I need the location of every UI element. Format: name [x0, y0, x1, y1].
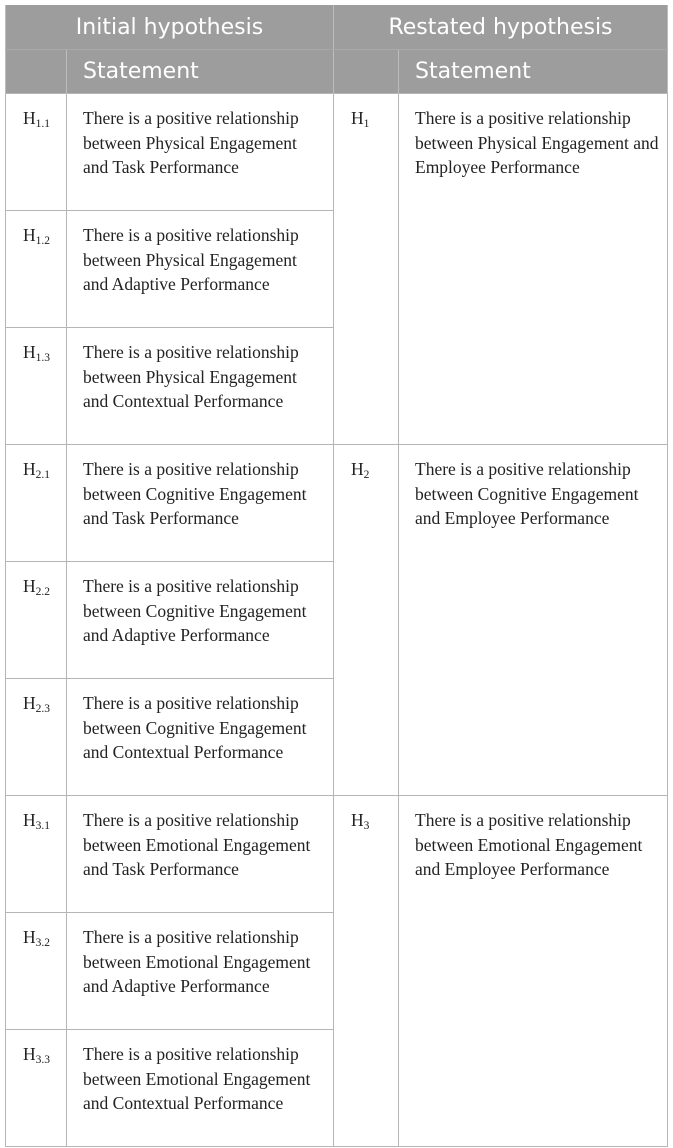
- restated-hypothesis-statement: There is a positive relationship between Physical Engagement and Employee Performance: [399, 94, 668, 445]
- hypothesis-subscript: 3.1: [35, 820, 51, 832]
- restated-hypothesis-id: [334, 445, 399, 796]
- hypothesis-subscript: 3: [363, 820, 370, 832]
- hypothesis-letter: H: [351, 459, 364, 479]
- initial-hypothesis-id: [6, 328, 67, 445]
- hypothesis-letter: H: [23, 576, 36, 596]
- restated-hypothesis-statement: There is a positive relationship between Cognitive Engagement and Employee Performance: [399, 445, 668, 796]
- initial-hypothesis-statement: There is a positive relationship between Physical Engagement and Contextual Performance: [67, 328, 334, 445]
- initial-hypothesis-id: [6, 445, 67, 562]
- initial-id-header: [6, 50, 67, 94]
- initial-hypothesis-statement: There is a positive relationship between Emotional Engagement and Task Performance: [67, 796, 334, 913]
- hypothesis-subscript: 3.2: [35, 937, 51, 949]
- hypothesis-table-container: [5, 5, 667, 1147]
- restated-statement-header: [399, 50, 668, 94]
- header-group-row: [6, 5, 668, 50]
- initial-hypothesis-id: [6, 796, 67, 913]
- initial-hypothesis-id: [6, 679, 67, 796]
- initial-statement-header: [67, 50, 334, 94]
- hypothesis-letter: H: [351, 810, 364, 830]
- initial-hypothesis-id: [6, 562, 67, 679]
- hypothesis-letter: H: [351, 108, 364, 128]
- hypothesis-letter: H: [23, 342, 36, 362]
- hypothesis-subscript: 2: [363, 469, 370, 481]
- hypothesis-letter: H: [23, 810, 36, 830]
- initial-hypothesis-id: [6, 94, 67, 211]
- initial-hypothesis-statement: There is a positive relationship between Cognitive Engagement and Task Performance: [67, 445, 334, 562]
- initial-hypothesis-statement: There is a positive relationship between Emotional Engagement and Contextual Performance: [67, 1030, 334, 1147]
- hypothesis-subscript: 1.1: [35, 118, 51, 130]
- hypothesis-letter: H: [23, 927, 36, 947]
- restated-id-header: [334, 50, 399, 94]
- initial-hypothesis-statement: There is a positive relationship between Cognitive Engagement and Adaptive Performance: [67, 562, 334, 679]
- restated-hypothesis-id: [334, 94, 399, 445]
- hypothesis-subscript: 1.3: [35, 352, 51, 364]
- hypothesis-subscript: 3.3: [35, 1054, 51, 1066]
- restated-hypothesis-header: Restated hypothesis: [334, 5, 668, 50]
- hypothesis-letter: H: [23, 1044, 36, 1064]
- hypothesis-letter: H: [23, 225, 36, 245]
- hypothesis-subscript: 2.2: [35, 586, 51, 598]
- initial-hypothesis-id: [6, 1030, 67, 1147]
- hypothesis-subscript: 2.1: [35, 469, 51, 481]
- initial-hypothesis-statement: There is a positive relationship between Physical Engagement and Task Performance: [67, 94, 334, 211]
- restated-statement-header-label: Statement: [415, 59, 531, 84]
- hypothesis-subscript: 1: [363, 118, 370, 130]
- initial-hypothesis-id: [6, 211, 67, 328]
- hypothesis-table: [5, 5, 668, 1147]
- initial-statement-header-label: Statement: [83, 59, 199, 84]
- hypothesis-letter: H: [23, 693, 36, 713]
- initial-hypothesis-statement: There is a positive relationship between Cognitive Engagement and Contextual Performance: [67, 679, 334, 796]
- hypothesis-letter: H: [23, 459, 36, 479]
- header-sub-row: [6, 50, 668, 94]
- restated-hypothesis-statement: There is a positive relationship between Emotional Engagement and Employee Performance: [399, 796, 668, 1147]
- table-row: [6, 445, 668, 562]
- initial-hypothesis-statement: There is a positive relationship between Emotional Engagement and Adaptive Performance: [67, 913, 334, 1030]
- initial-hypothesis-header: Initial hypothesis: [6, 5, 334, 50]
- hypothesis-subscript: 2.3: [35, 703, 51, 715]
- table-row: [6, 94, 668, 211]
- initial-hypothesis-statement: There is a positive relationship between Physical Engagement and Adaptive Performance: [67, 211, 334, 328]
- hypothesis-subscript: 1.2: [35, 235, 51, 247]
- initial-hypothesis-id: [6, 913, 67, 1030]
- restated-hypothesis-id: [334, 796, 399, 1147]
- hypothesis-letter: H: [23, 108, 36, 128]
- table-row: [6, 796, 668, 913]
